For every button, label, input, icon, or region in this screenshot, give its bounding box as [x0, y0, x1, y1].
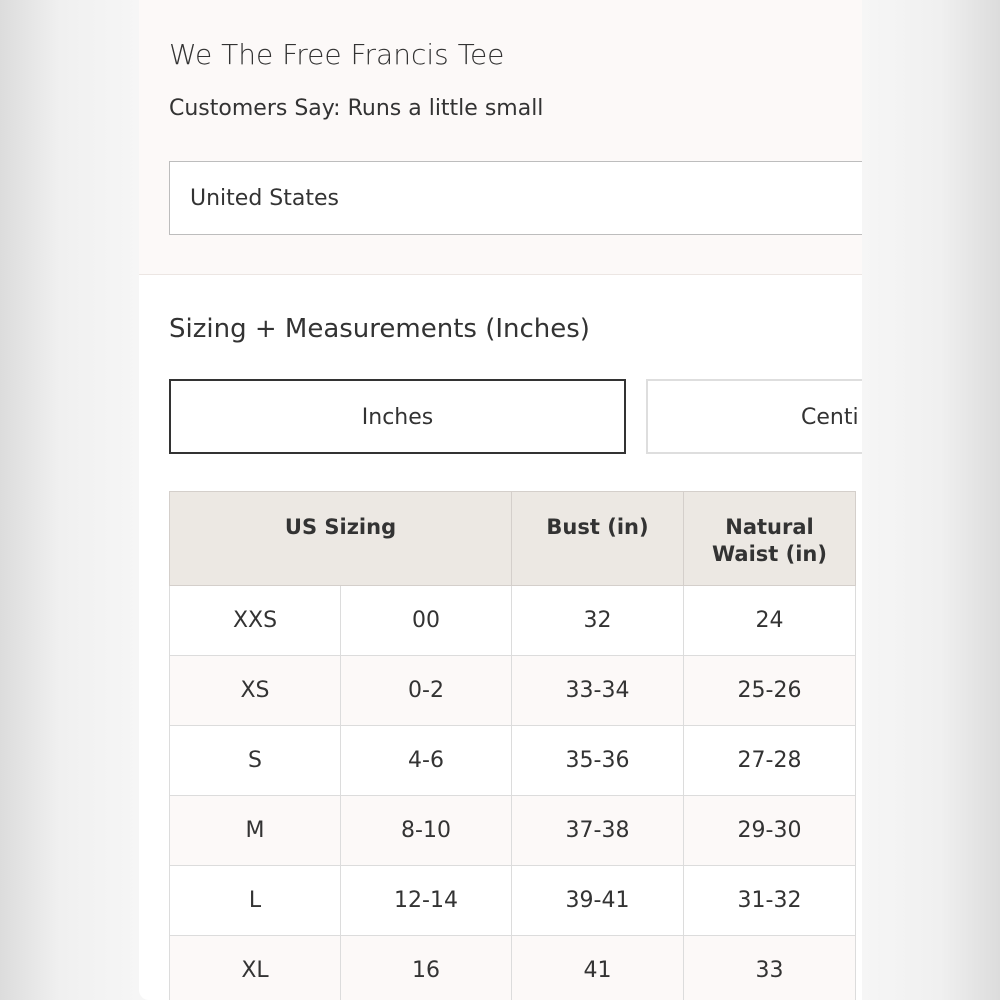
us-size-cell: 00 [341, 586, 512, 656]
us-size-cell: 12-14 [341, 866, 512, 936]
natural-waist-header-line1: Natural [725, 515, 814, 539]
tab-inches[interactable]: Inches [169, 379, 626, 454]
size-chart-table [169, 491, 856, 1000]
size-label-cell: XL [170, 936, 341, 1000]
bust-cell: 35-36 [512, 726, 684, 796]
us-size-cell: 8-10 [341, 796, 512, 866]
us-size-cell: 0-2 [341, 656, 512, 726]
table-row [170, 936, 856, 1000]
bust-cell: 32 [512, 586, 684, 656]
table-row [170, 586, 856, 656]
fit-feedback-text: Customers Say: Runs a little small [169, 96, 544, 121]
column-header-bust: Bust (in) [512, 492, 684, 586]
waist-cell: 27-28 [684, 726, 856, 796]
waist-cell: 31-32 [684, 866, 856, 936]
waist-cell: 29-30 [684, 796, 856, 866]
product-summary-section [139, 0, 862, 275]
table-row [170, 796, 856, 866]
table-header-row [170, 492, 856, 586]
bust-cell: 37-38 [512, 796, 684, 866]
table-row [170, 726, 856, 796]
country-select[interactable]: United States [169, 161, 862, 235]
size-label-cell: S [170, 726, 341, 796]
us-size-cell: 4-6 [341, 726, 512, 796]
product-title: We The Free Francis Tee [169, 38, 505, 71]
size-label-cell: XXS [170, 586, 341, 656]
column-header-us-sizing: US Sizing [170, 492, 512, 586]
column-header-natural-waist [684, 492, 856, 586]
natural-waist-header-line2: Waist (in) [712, 542, 827, 566]
size-guide-panel [139, 0, 862, 1000]
waist-cell: 25-26 [684, 656, 856, 726]
bust-cell: 41 [512, 936, 684, 1000]
waist-cell: 24 [684, 586, 856, 656]
bust-cell: 39-41 [512, 866, 684, 936]
size-label-cell: XS [170, 656, 341, 726]
waist-cell: 33 [684, 936, 856, 1000]
table-row [170, 866, 856, 936]
tab-centimeters[interactable]: Centi [646, 379, 862, 454]
size-label-cell: L [170, 866, 341, 936]
sizing-heading: Sizing + Measurements (Inches) [169, 314, 590, 344]
size-label-cell: M [170, 796, 341, 866]
table-row [170, 656, 856, 726]
us-size-cell: 16 [341, 936, 512, 1000]
bust-cell: 33-34 [512, 656, 684, 726]
